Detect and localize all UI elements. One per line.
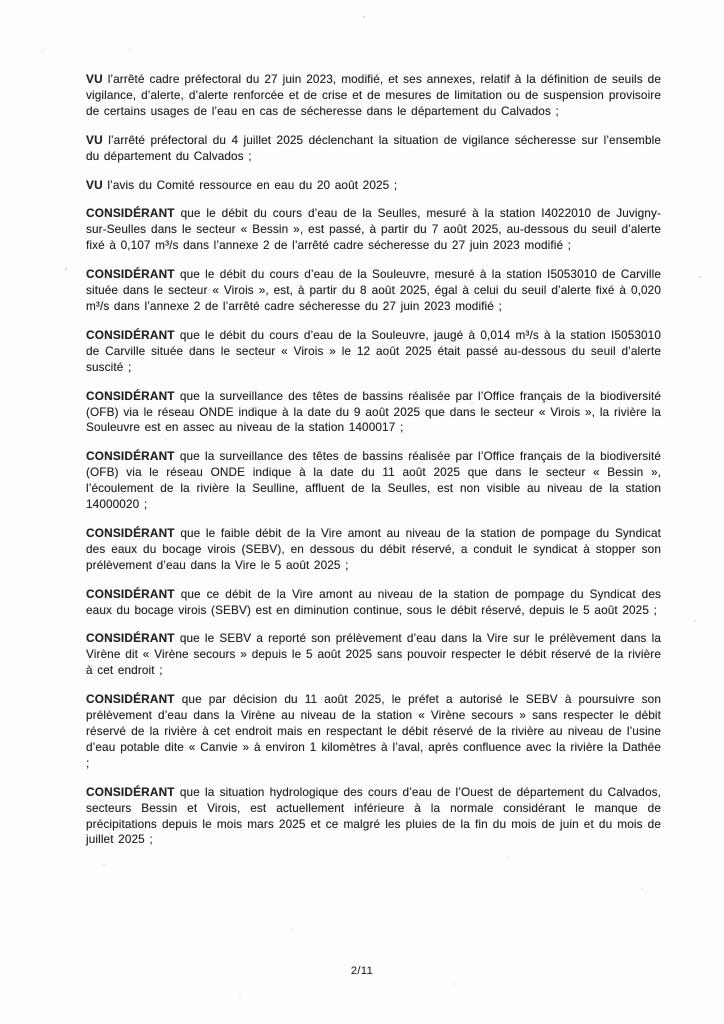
paragraph [86, 328, 661, 376]
paragraph-text: que la situation hydrologique des cours d’eau de l’Ouest de département du Calvados, secteurs Bessin et Virois, est actuellement inférieure à la normale considérant le manque de précipitations depuis le mois mars 2025 et ce malgré les pluies de la fin du mois de juin et du mois de juillet 2025 ; [86, 784, 661, 847]
page-number: 2/11 [350, 965, 374, 977]
paragraph-keyword: CONSIDÉRANT [86, 267, 175, 282]
document-body [86, 72, 661, 861]
paragraph-text: que le faible débit de la Vire amont au niveau de la station de pompage du Syndicat des eaux du bocage virois (SEBV), en dessous du débit réservé, a conduit le syndicat à stopper son prélèvement d’eau dans la Vire le 5 août 2025 ; [86, 525, 661, 572]
paragraph [86, 587, 661, 619]
paragraph-keyword: CONSIDÉRANT [86, 525, 175, 540]
paragraph-keyword: VU [86, 132, 103, 147]
paragraph-keyword: CONSIDÉRANT [86, 631, 175, 646]
paragraph-text: que ce débit de la Vire amont au niveau de la station de pompage du Syndicat des eaux du bocage virois (SEBV) est en diminution continue, sous le débit réservé, depuis le 5 août 2025 ; [86, 586, 661, 617]
paragraph-keyword: CONSIDÉRANT [86, 784, 175, 799]
paragraph-text: l’avis du Comité ressource en eau du 20 août 2025 ; [102, 177, 398, 192]
paragraph-text: l’arrêté préfectoral du 4 juillet 2025 déclenchant la situation de vigilance sécheresse sur l’ensemble du département du Calvados ; [86, 132, 661, 163]
paragraph-text: que la surveillance des têtes de bassins réalisée par l’Office français de la biodiversité (OFB) via le réseau ONDE indique à la date du 11 août 2025 que dans le secteur « Bessin », l’écoulement de la rivière la Seulline, affluent de la Seulles, est non visible au niveau de la station 14000020 ; [86, 449, 661, 512]
paragraph [86, 206, 661, 254]
paragraph-keyword: CONSIDÉRANT [86, 449, 175, 464]
paragraph [86, 267, 661, 315]
paragraph-text: que le SEBV a reporté son prélèvement d’eau dans la Vire sur le prélèvement dans la Virène dit « Virène secours » depuis le 5 août 2025 sans pouvoir respecter le débit réservé de la rivière à cet endroit ; [86, 631, 661, 678]
paragraph [86, 526, 661, 574]
paragraph-keyword: CONSIDÉRANT [86, 327, 175, 342]
paragraph [86, 692, 661, 772]
paragraph-keyword: CONSIDÉRANT [86, 692, 175, 707]
paragraph-text: que le débit du cours d’eau de la Souleuvre, jaugé à 0,014 m³/s à la station I5053010 de Carville située dans le secteur « Virois » le 12 août 2025 était passé au-dessous du seuil d’alerte suscité ; [86, 327, 661, 374]
paragraph-text: l’arrêté cadre préfectoral du 27 juin 2023, modifié, et ses annexes, relatif à la définition de seuils de vigilance, d’alerte, d’alerte renforcée et de crise et de mesures de limitation ou de suspension provisoire de certains usages de l’eau en cas de sécheresse dans le département du Calvados ; [86, 72, 661, 118]
paragraph [86, 72, 661, 120]
paragraph [86, 449, 661, 513]
paragraph-keyword: CONSIDÉRANT [86, 586, 175, 601]
paragraph-text: que la surveillance des têtes de bassins réalisée par l’Office français de la biodiversité (OFB) via le réseau ONDE indique à la date du 9 août 2025 que dans le secteur « Virois », la rivière la Souleuvre est en assec au niveau de la station 1400017 ; [86, 388, 661, 435]
paragraph [86, 631, 661, 679]
paragraph-text: que le débit du cours d’eau de la Souleuvre, mesuré à la station I5053010 de Carville située dans le secteur « Virois », est, à partir du 8 août 2025, égal à celui du seuil d’alerte fixé à 0,020 m³/s dans l’annexe 2 de l’arrêté cadre sécheresse du 27 juin 2023 modifié ; [86, 267, 661, 313]
paragraph [86, 389, 661, 437]
paragraph-text: que par décision du 11 août 2025, le préfet a autorisé le SEBV à poursuivre son prélèvement d’eau dans la Virène au niveau de la station « Virène secours » sans respecter le débit réservé de la rivière à cet endroit mais en respectant le débit réservé de la rivière au niveau de l’usine d’eau potable dite « Canvie » à environ 1 kilomètres à l’aval, après confluence avec la rivière la Dathée ; [86, 692, 661, 770]
paragraph [86, 133, 661, 165]
paragraph [86, 178, 661, 194]
paragraph [86, 785, 661, 849]
paragraph-keyword: CONSIDÉRANT [86, 388, 175, 403]
paragraph-keyword: VU [86, 72, 103, 86]
scan-noise [0, 0, 2, 2]
paragraph-text: que le débit du cours d’eau de la Seulles, mesuré à la station I4022010 de Juvigny-sur-Seulles dans le secteur « Bessin », est passé, à partir du 7 août 2025, au-dessous du seuil d’alerte fixé à 0,107 m³/s dans l’annexe 2 de l’arrêté cadre sécheresse du 27 juin 2023 modifié ; [86, 206, 661, 253]
paragraph-keyword: VU [86, 177, 103, 192]
paragraph-keyword: CONSIDÉRANT [86, 206, 175, 221]
